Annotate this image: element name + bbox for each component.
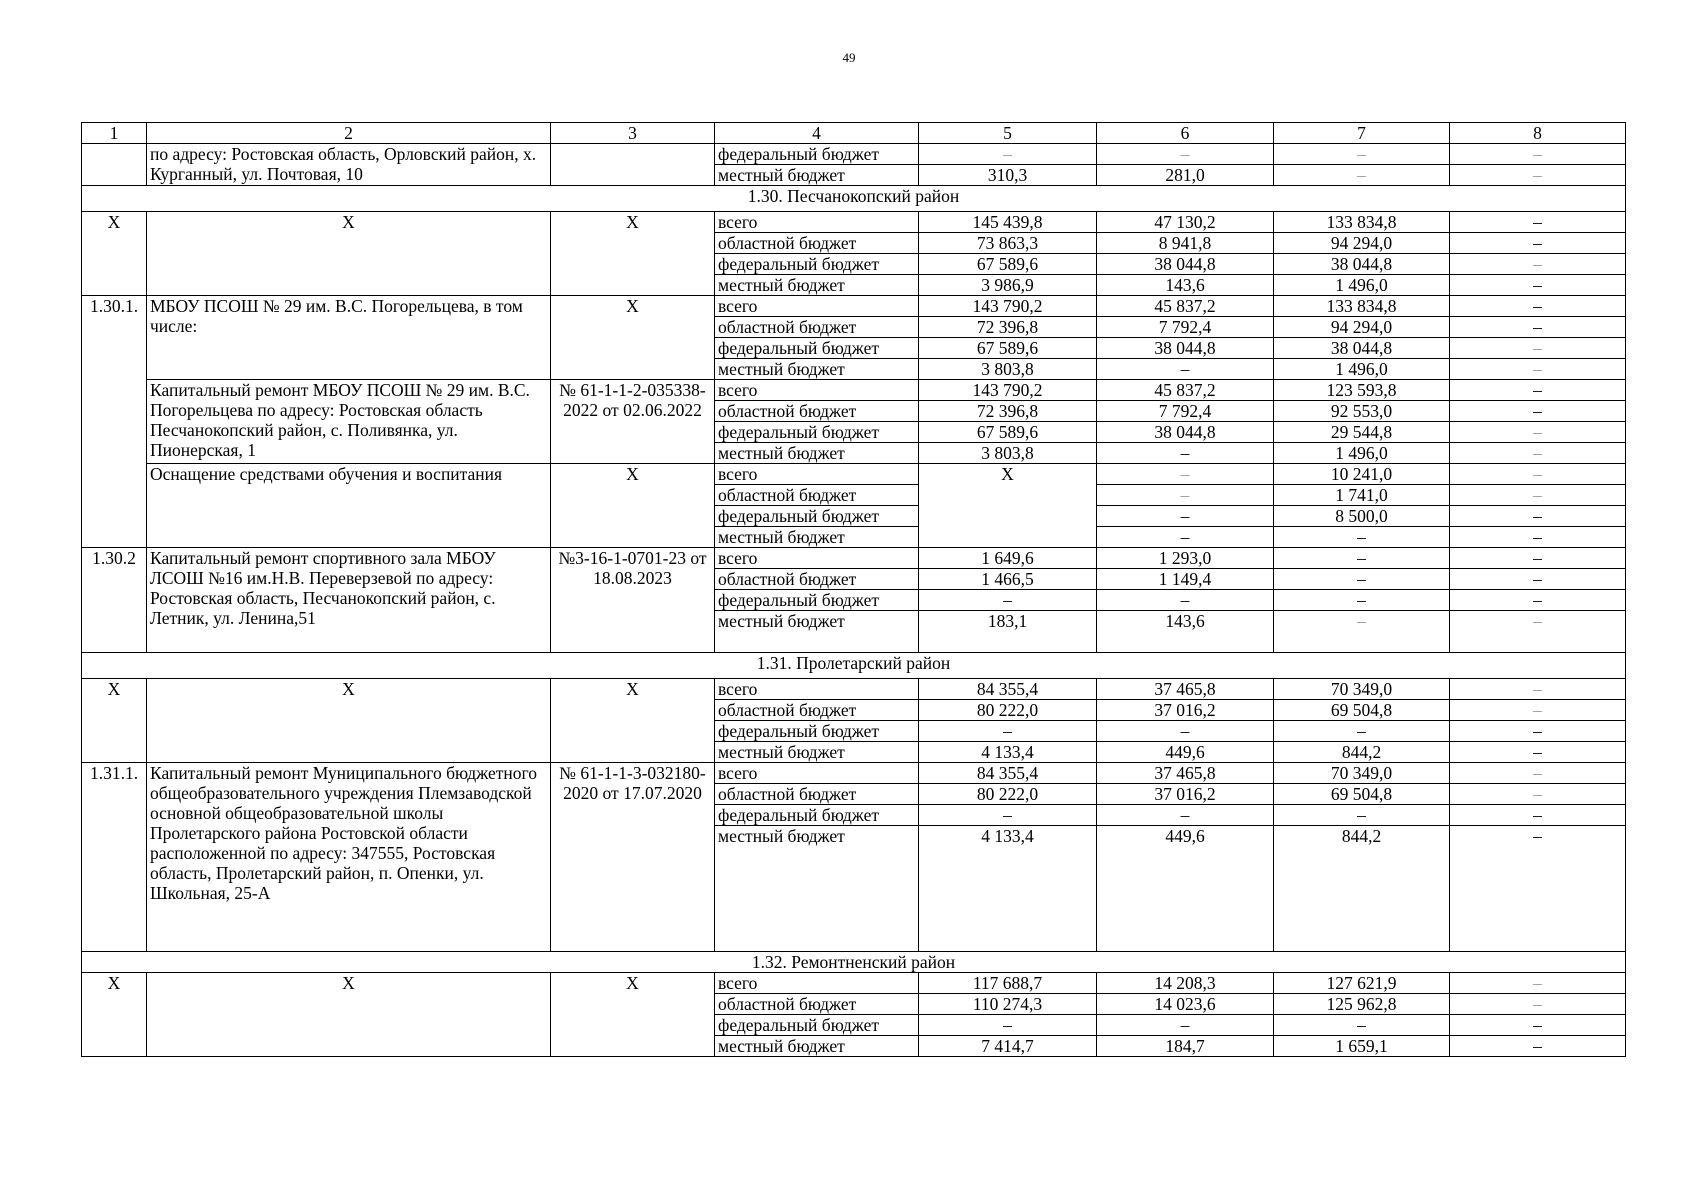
value-cell: – bbox=[1450, 443, 1626, 464]
value-cell: 38 044,8 bbox=[1097, 422, 1274, 443]
budget-label: местный бюджет bbox=[715, 527, 919, 548]
budget-label: местный бюджет bbox=[715, 359, 919, 380]
value-cell: – bbox=[1274, 527, 1450, 548]
value-cell: 38 044,8 bbox=[1097, 338, 1274, 359]
row-number bbox=[82, 144, 147, 186]
document-ref: Х bbox=[551, 464, 715, 548]
value-cell: 70 349,0 bbox=[1274, 763, 1450, 784]
document-ref: №3-16-1-0701-23 от 18.08.2023 bbox=[551, 548, 715, 653]
value-cell: – bbox=[1450, 973, 1626, 994]
table-row bbox=[82, 973, 1626, 994]
value-cell: 69 504,8 bbox=[1274, 700, 1450, 721]
value-cell: 14 208,3 bbox=[1097, 973, 1274, 994]
row-number: Х bbox=[82, 212, 147, 296]
col-header: 7 bbox=[1274, 123, 1450, 144]
col-header: 4 bbox=[715, 123, 919, 144]
document-ref: Х bbox=[551, 296, 715, 380]
value-cell: 1 149,4 bbox=[1097, 569, 1274, 590]
value-cell: – bbox=[1274, 165, 1450, 186]
value-cell: – bbox=[1450, 254, 1626, 275]
value-cell: 37 016,2 bbox=[1097, 784, 1274, 805]
value-cell: – bbox=[1450, 1015, 1626, 1036]
object-name: Оснащение средствами обучения и воспитания bbox=[147, 464, 551, 548]
value-cell: 449,6 bbox=[1097, 826, 1274, 952]
value-cell: – bbox=[1097, 144, 1274, 165]
value-cell: – bbox=[1274, 548, 1450, 569]
value-cell: 143,6 bbox=[1097, 611, 1274, 653]
value-cell: – bbox=[1450, 380, 1626, 401]
value-cell: 84 355,4 bbox=[919, 763, 1097, 784]
value-cell: 45 837,2 bbox=[1097, 380, 1274, 401]
value-cell: – bbox=[1450, 144, 1626, 165]
value-cell: 37 465,8 bbox=[1097, 679, 1274, 700]
table-row bbox=[82, 144, 1626, 165]
value-cell: – bbox=[1097, 527, 1274, 548]
value-cell: 123 593,8 bbox=[1274, 380, 1450, 401]
value-cell: 133 834,8 bbox=[1274, 212, 1450, 233]
document-ref: Х bbox=[551, 973, 715, 1057]
value-cell: – bbox=[1450, 994, 1626, 1015]
value-cell: – bbox=[1274, 805, 1450, 826]
budget-label: областной бюджет bbox=[715, 700, 919, 721]
value-cell: 281,0 bbox=[1097, 165, 1274, 186]
budget-label: всего bbox=[715, 763, 919, 784]
value-cell: – bbox=[1450, 721, 1626, 742]
value-cell: 183,1 bbox=[919, 611, 1097, 653]
header-row bbox=[82, 123, 1626, 144]
budget-label: федеральный бюджет bbox=[715, 721, 919, 742]
value-cell: – bbox=[919, 144, 1097, 165]
value-cell: – bbox=[919, 590, 1097, 611]
budget-label: всего bbox=[715, 212, 919, 233]
table-row bbox=[82, 464, 1626, 485]
value-cell: 110 274,3 bbox=[919, 994, 1097, 1015]
value-cell: 1 496,0 bbox=[1274, 275, 1450, 296]
value-cell: – bbox=[1274, 569, 1450, 590]
budget-label: областной бюджет bbox=[715, 485, 919, 506]
value-cell: – bbox=[1097, 805, 1274, 826]
value-cell: 80 222,0 bbox=[919, 784, 1097, 805]
budget-label: местный бюджет bbox=[715, 826, 919, 952]
value-cell: 37 465,8 bbox=[1097, 763, 1274, 784]
value-cell: 143,6 bbox=[1097, 275, 1274, 296]
document-ref bbox=[551, 144, 715, 186]
budget-label: федеральный бюджет bbox=[715, 506, 919, 527]
value-cell: – bbox=[1450, 805, 1626, 826]
value-cell: 14 023,6 bbox=[1097, 994, 1274, 1015]
table-row bbox=[82, 763, 1626, 784]
value-cell: 8 500,0 bbox=[1274, 506, 1450, 527]
value-cell: – bbox=[1450, 548, 1626, 569]
value-cell: – bbox=[1450, 485, 1626, 506]
value-cell: – bbox=[1450, 700, 1626, 721]
value-cell: 7 792,4 bbox=[1097, 401, 1274, 422]
row-number: 1.30.1. bbox=[82, 296, 147, 548]
value-cell: 38 044,8 bbox=[1274, 338, 1450, 359]
budget-label: всего bbox=[715, 679, 919, 700]
budget-label: федеральный бюджет bbox=[715, 338, 919, 359]
value-cell: 1 466,5 bbox=[919, 569, 1097, 590]
value-cell: – bbox=[1450, 763, 1626, 784]
value-cell: – bbox=[1450, 679, 1626, 700]
value-cell: – bbox=[919, 805, 1097, 826]
object-name: Капитальный ремонт Муниципального бюджетного общеобразовательного учреждения Племзаводской основной общеобразовательной школы Пролетарского района Ростовской области расположенной по адресу: 347555, Ростовская область, Пролетарский район, п. Опенки, ул. Школьная, 25-А bbox=[147, 763, 551, 952]
value-cell: 84 355,4 bbox=[919, 679, 1097, 700]
budget-label: областной бюджет bbox=[715, 994, 919, 1015]
value-cell: 7 414,7 bbox=[919, 1036, 1097, 1057]
section-row bbox=[82, 653, 1626, 679]
value-cell: 844,2 bbox=[1274, 826, 1450, 952]
value-cell: – bbox=[1097, 485, 1274, 506]
budget-label: всего bbox=[715, 973, 919, 994]
row-number: Х bbox=[82, 973, 147, 1057]
value-cell: 4 133,4 bbox=[919, 826, 1097, 952]
object-name: по адресу: Ростовская область, Орловский район, х. Курганный, ул. Почтовая, 10 bbox=[147, 144, 551, 186]
value-cell: 29 544,8 bbox=[1274, 422, 1450, 443]
value-cell: – bbox=[1097, 590, 1274, 611]
budget-label: областной бюджет bbox=[715, 569, 919, 590]
value-cell: – bbox=[1450, 338, 1626, 359]
value-cell: – bbox=[1274, 611, 1450, 653]
budget-label: всего bbox=[715, 380, 919, 401]
budget-label: всего bbox=[715, 548, 919, 569]
value-cell: – bbox=[1450, 422, 1626, 443]
budget-label: федеральный бюджет bbox=[715, 422, 919, 443]
value-cell: 38 044,8 bbox=[1274, 254, 1450, 275]
value-cell: – bbox=[1097, 721, 1274, 742]
value-cell: 94 294,0 bbox=[1274, 317, 1450, 338]
value-cell: – bbox=[1450, 784, 1626, 805]
budget-label: федеральный бюджет bbox=[715, 805, 919, 826]
value-cell: – bbox=[1274, 1015, 1450, 1036]
value-cell: 69 504,8 bbox=[1274, 784, 1450, 805]
value-cell: 133 834,8 bbox=[1274, 296, 1450, 317]
value-cell: – bbox=[1450, 165, 1626, 186]
budget-table bbox=[81, 122, 1626, 1057]
value-cell: 3 803,8 bbox=[919, 443, 1097, 464]
value-cell: 145 439,8 bbox=[919, 212, 1097, 233]
value-cell: 127 621,9 bbox=[1274, 973, 1450, 994]
value-cell: – bbox=[1450, 317, 1626, 338]
value-cell: – bbox=[1097, 443, 1274, 464]
budget-label: местный бюджет bbox=[715, 742, 919, 763]
value-cell: – bbox=[1274, 721, 1450, 742]
page-number: 49 bbox=[842, 50, 856, 65]
budget-label: местный бюджет bbox=[715, 165, 919, 186]
value-cell: 47 130,2 bbox=[1097, 212, 1274, 233]
value-cell: 3 986,9 bbox=[919, 275, 1097, 296]
budget-label: местный бюджет bbox=[715, 275, 919, 296]
value-cell: 1 293,0 bbox=[1097, 548, 1274, 569]
budget-label: всего bbox=[715, 296, 919, 317]
value-cell: 80 222,0 bbox=[919, 700, 1097, 721]
budget-label: федеральный бюджет bbox=[715, 144, 919, 165]
value-cell: – bbox=[1450, 233, 1626, 254]
value-cell: 117 688,7 bbox=[919, 973, 1097, 994]
value-cell: 37 016,2 bbox=[1097, 700, 1274, 721]
table-row bbox=[82, 548, 1626, 569]
value-cell: – bbox=[1450, 401, 1626, 422]
value-cell: – bbox=[1097, 506, 1274, 527]
value-cell: 73 863,3 bbox=[919, 233, 1097, 254]
value-cell: – bbox=[1450, 826, 1626, 952]
row-number: 1.30.2 bbox=[82, 548, 147, 653]
value-cell: 67 589,6 bbox=[919, 338, 1097, 359]
object-name: Х bbox=[147, 973, 551, 1057]
col-header: 1 bbox=[82, 123, 147, 144]
value-cell: – bbox=[1450, 275, 1626, 296]
value-cell: 143 790,2 bbox=[919, 380, 1097, 401]
value-cell: – bbox=[1450, 212, 1626, 233]
value-cell: 7 792,4 bbox=[1097, 317, 1274, 338]
col-header: 2 bbox=[147, 123, 551, 144]
object-name: Х bbox=[147, 679, 551, 763]
document-ref: № 61-1-1-3-032180-2020 от 17.07.2020 bbox=[551, 763, 715, 952]
section-title: 1.30. Песчанокопский район bbox=[82, 186, 1626, 212]
budget-label: федеральный бюджет bbox=[715, 1015, 919, 1036]
value-cell: – bbox=[1450, 359, 1626, 380]
value-cell: – bbox=[1450, 1036, 1626, 1057]
budget-label: местный бюджет bbox=[715, 1036, 919, 1057]
value-cell: 4 133,4 bbox=[919, 742, 1097, 763]
value-cell: 92 553,0 bbox=[1274, 401, 1450, 422]
value-cell: 310,3 bbox=[919, 165, 1097, 186]
table-row bbox=[82, 212, 1626, 233]
value-cell: – bbox=[1450, 611, 1626, 653]
table-row bbox=[82, 296, 1626, 317]
value-cell: 1 649,6 bbox=[919, 548, 1097, 569]
value-cell: 449,6 bbox=[1097, 742, 1274, 763]
value-cell: 1 496,0 bbox=[1274, 443, 1450, 464]
value-cell: 143 790,2 bbox=[919, 296, 1097, 317]
value-cell: 1 659,1 bbox=[1274, 1036, 1450, 1057]
value-cell: 67 589,6 bbox=[919, 422, 1097, 443]
budget-label: федеральный бюджет bbox=[715, 590, 919, 611]
object-name: Капитальный ремонт МБОУ ПСОШ № 29 им. В.С. Погорельцева по адресу: Ростовская область Песчанокопский район, с. Поливянка, ул. Пионерская, 1 bbox=[147, 380, 551, 464]
value-cell: – bbox=[1274, 590, 1450, 611]
col-header: 5 bbox=[919, 123, 1097, 144]
value-cell: 70 349,0 bbox=[1274, 679, 1450, 700]
table-row bbox=[82, 679, 1626, 700]
section-row bbox=[82, 186, 1626, 212]
value-cell: – bbox=[1097, 1015, 1274, 1036]
col-header: 3 bbox=[551, 123, 715, 144]
table-row bbox=[82, 380, 1626, 401]
budget-label: федеральный бюджет bbox=[715, 254, 919, 275]
row-number: Х bbox=[82, 679, 147, 763]
budget-label: областной бюджет bbox=[715, 401, 919, 422]
value-cell: 94 294,0 bbox=[1274, 233, 1450, 254]
document-ref: Х bbox=[551, 212, 715, 296]
value-cell: – bbox=[1450, 296, 1626, 317]
value-cell: – bbox=[1450, 464, 1626, 485]
value-cell: 45 837,2 bbox=[1097, 296, 1274, 317]
value-cell: – bbox=[1450, 569, 1626, 590]
value-cell: 3 803,8 bbox=[919, 359, 1097, 380]
budget-label: областной бюджет bbox=[715, 784, 919, 805]
value-cell: – bbox=[1450, 527, 1626, 548]
object-name: Х bbox=[147, 212, 551, 296]
value-cell: – bbox=[1450, 590, 1626, 611]
value-cell: 72 396,8 bbox=[919, 401, 1097, 422]
section-title: 1.31. Пролетарский район bbox=[82, 653, 1626, 679]
budget-label: всего bbox=[715, 464, 919, 485]
object-name: МБОУ ПСОШ № 29 им. В.С. Погорельцева, в том числе: bbox=[147, 296, 551, 380]
col-header: 8 bbox=[1450, 123, 1626, 144]
budget-label: областной бюджет bbox=[715, 233, 919, 254]
value-cell: 8 941,8 bbox=[1097, 233, 1274, 254]
value-cell: – bbox=[1097, 464, 1274, 485]
object-name: Капитальный ремонт спортивного зала МБОУ ЛСОШ №16 им.Н.В. Переверзевой по адресу: Ростовская область, Песчанокопский район, с. Летник, ул. Ленина,51 bbox=[147, 548, 551, 653]
value-cell: 1 741,0 bbox=[1274, 485, 1450, 506]
row-number: 1.31.1. bbox=[82, 763, 147, 952]
value-cell: 10 241,0 bbox=[1274, 464, 1450, 485]
section-row bbox=[82, 952, 1626, 973]
budget-label: областной бюджет bbox=[715, 317, 919, 338]
value-cell: 125 962,8 bbox=[1274, 994, 1450, 1015]
value-cell: 844,2 bbox=[1274, 742, 1450, 763]
value-cell: 184,7 bbox=[1097, 1036, 1274, 1057]
value-cell: – bbox=[1450, 742, 1626, 763]
value-cell: 67 589,6 bbox=[919, 254, 1097, 275]
value-cell: – bbox=[1274, 144, 1450, 165]
budget-label: местный бюджет bbox=[715, 443, 919, 464]
value-cell: – bbox=[919, 1015, 1097, 1036]
col-header: 6 bbox=[1097, 123, 1274, 144]
value-cell: 72 396,8 bbox=[919, 317, 1097, 338]
document-ref: Х bbox=[551, 679, 715, 763]
document-ref: № 61-1-1-2-035338-2022 от 02.06.2022 bbox=[551, 380, 715, 464]
value-cell: – bbox=[1097, 359, 1274, 380]
value-cell: Х bbox=[919, 464, 1097, 548]
value-cell: – bbox=[919, 721, 1097, 742]
budget-label: местный бюджет bbox=[715, 611, 919, 653]
section-title: 1.32. Ремонтненский район bbox=[82, 952, 1626, 973]
value-cell: – bbox=[1450, 506, 1626, 527]
value-cell: 1 496,0 bbox=[1274, 359, 1450, 380]
value-cell: 38 044,8 bbox=[1097, 254, 1274, 275]
